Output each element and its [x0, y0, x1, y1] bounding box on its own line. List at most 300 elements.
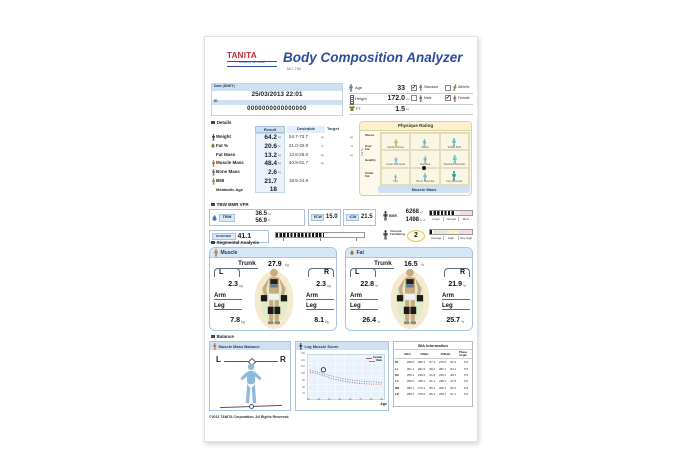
row-label: Metabolic Age: [216, 186, 243, 192]
standard-checkmark: ✓: [411, 84, 417, 91]
section-bullet: [211, 121, 215, 125]
gauge-segment-more: [460, 211, 472, 215]
bia-row-label: RL: [395, 360, 399, 365]
details-row-musclemass: [211, 160, 353, 169]
hydration-section-header: [211, 202, 249, 207]
fat-trunk-unit: %: [421, 263, 425, 267]
tbw-kg-value: 36.5: [255, 210, 267, 217]
fat-right-arm-value: 21.9: [448, 281, 462, 288]
left-leg-label: Leg: [214, 303, 242, 310]
bia-val: 5.5: [464, 379, 468, 384]
segmental-section-label: Segmental Analysis: [216, 240, 259, 245]
left-label: L: [219, 269, 224, 276]
bia-val: -50.1: [449, 385, 456, 390]
row-desirable: 18.5-24.9: [289, 177, 309, 183]
segmental-section-header: [211, 240, 259, 245]
balance-body-figure: [236, 363, 266, 407]
muscle-right-arm-value: 2.3: [316, 281, 326, 288]
ecw-tbw-value: 41.1: [237, 232, 252, 240]
row-desirable-unit: kg: [321, 152, 325, 157]
ecw-label: ECW: [311, 214, 324, 221]
bia-val: -56.1: [428, 392, 435, 397]
age-label: Age: [355, 85, 363, 90]
ft-label: FT: [356, 106, 361, 111]
copyright-footer: ©2013 TANITA Corporation. All Rights Reserved.: [209, 415, 290, 419]
segmental-muscle-panel: [209, 247, 337, 331]
bia-header-row: [394, 350, 472, 359]
details-row-fatpct: [211, 142, 353, 151]
female-label: Female: [458, 95, 470, 100]
bia-val: -53.1: [449, 366, 456, 371]
fat-left-arm-unit: %: [375, 284, 379, 288]
x-tick: 40: [327, 398, 331, 401]
bia-val: 301.1: [407, 366, 414, 371]
physique-cell-label: Thin & Muscular: [415, 180, 435, 184]
date-id-box: [211, 83, 343, 116]
tanita-logo-tagline: Monitoring Your Health: [227, 61, 277, 67]
row-label: Fat %: [216, 143, 229, 149]
row-unit: kg: [278, 161, 282, 166]
bia-val: 5.5: [464, 366, 468, 371]
male-person-icon: [419, 95, 423, 103]
segmental-fat-panel: [345, 247, 473, 331]
female-checkmark: ✓: [445, 95, 451, 101]
bia-row-label: RB: [395, 385, 400, 390]
leg-score-icon: [299, 343, 303, 350]
row-target-unit: kg: [349, 152, 353, 157]
bia-val: 268.1: [439, 392, 446, 397]
x-tick: 60: [348, 398, 352, 401]
ecw-tbw-ticks: [275, 238, 365, 241]
fat-panel-title: Fat: [356, 249, 364, 256]
bia-rows: [394, 359, 472, 397]
bia-val: 249.2: [418, 372, 425, 377]
bmr-scale-more: More: [458, 217, 473, 221]
row-target-unit: %: [350, 143, 353, 148]
left-arm-label: Arm: [214, 293, 242, 300]
vfr-scale-veryhigh: Very High: [459, 236, 473, 240]
leg-balance-marker: [249, 404, 254, 409]
right-label: R: [323, 269, 329, 276]
details-section-header: [211, 120, 231, 125]
physique-cell: [440, 168, 469, 185]
ecw-tbw-label: ECW/TBW: [212, 233, 236, 240]
bmr-gauge: [429, 210, 473, 221]
vfr-gauge-labels: [429, 236, 473, 240]
bmr-scale-under: Under: [432, 217, 440, 221]
left-leg-label: Leg: [350, 303, 378, 310]
section-bullet: [211, 241, 215, 245]
bia-val: -51.1: [428, 379, 435, 384]
bia-row-label: LL: [395, 366, 399, 371]
bia-col-5khz: 5kHz: [404, 352, 411, 356]
physique-title: Physique Rating: [360, 122, 471, 131]
x-tick: 90: [380, 398, 383, 401]
balance-right-label: R: [280, 355, 286, 364]
physique-cell: [381, 133, 410, 150]
y-tick: 110: [300, 365, 305, 369]
tick-mark: [320, 238, 321, 241]
details-rows: [211, 134, 353, 195]
id-label: ID: [212, 100, 342, 106]
right-side-tab: [444, 268, 470, 277]
muscle-balance-icon: [213, 343, 217, 350]
fat-left-leg-value: 26.4: [362, 317, 376, 324]
bmr-gauge-labels: [429, 217, 473, 221]
bia-val: 286.1: [407, 385, 414, 390]
section-bullet: [211, 203, 215, 207]
tbw-units: [268, 213, 271, 222]
leg-score-header: [296, 342, 388, 350]
physique-grid: [380, 132, 470, 186]
icw-value: 21.5: [360, 214, 373, 221]
height-row: [349, 94, 473, 105]
row-desirable: 13.6-25.0: [289, 151, 309, 157]
physique-cell: [410, 150, 439, 167]
bia-val: 279.5: [439, 360, 446, 365]
leg-score-plot-area: [307, 354, 385, 400]
bia-val: 299.5: [407, 360, 414, 365]
bmr-scale-normal: Normal: [443, 217, 458, 221]
vfr-scale-high: High: [443, 236, 458, 240]
vfr-gauge: [429, 229, 473, 240]
male-checkbox: [411, 95, 417, 101]
standard-checkbox: [411, 85, 417, 91]
vfr-group: [383, 228, 473, 244]
age-row: [349, 83, 473, 94]
y-tick: 90: [302, 378, 305, 382]
ft-unit: kg: [406, 107, 410, 111]
y-tick: 70: [302, 392, 305, 396]
athletic-label: Athletic: [458, 85, 470, 89]
row-label: Bone Mass: [216, 169, 240, 175]
clothes-shirt-icon: [349, 106, 355, 111]
bia-val: 5.5: [464, 392, 468, 397]
y-tick: 100: [300, 372, 305, 376]
left-side-tab: [214, 268, 240, 277]
col-desirable: Desirable: [287, 126, 325, 133]
trunk-label: Trunk: [238, 260, 256, 267]
icw-box: [343, 209, 376, 226]
physique-result-dot: [422, 166, 426, 170]
segmental-body-figure: [253, 265, 295, 331]
bia-row-label: LA: [395, 379, 399, 384]
section-bullet: [211, 335, 215, 339]
balance-left-label: L: [216, 355, 221, 364]
tanita-logo-text: TANITA: [227, 51, 257, 60]
row-desirable: 21.0-32.9: [289, 143, 309, 149]
col-target: Target: [327, 126, 339, 131]
bia-val: 5.5: [464, 385, 468, 390]
fat-right-arm-unit: %: [463, 284, 467, 288]
bia-val: -57.1: [428, 360, 435, 365]
row-unit: kg: [278, 169, 282, 174]
vfr-scale-average: Average: [430, 236, 442, 240]
physique-rating-panel: [359, 121, 472, 196]
details-section-label: Details: [216, 120, 232, 125]
bia-val: -58.2: [428, 366, 435, 371]
bmr-gauge-track: [429, 210, 473, 216]
row-label: Weight: [216, 134, 231, 140]
athletic-checkbox: [445, 85, 451, 91]
bia-col-50khz: 50kHz: [420, 352, 429, 356]
fat-right-leg-unit: %: [461, 320, 465, 324]
tbw-values: [241, 211, 267, 224]
physique-cell-label: Standard Muscular: [443, 162, 466, 166]
fat-icon: [350, 250, 354, 256]
female-person-icon: [453, 95, 457, 103]
vfr-gauge-track: [429, 229, 473, 235]
trunk-label: Trunk: [374, 260, 392, 267]
bia-val: 239.1: [439, 372, 446, 377]
physique-cell: [440, 133, 469, 150]
details-row-fatmass: [211, 151, 353, 160]
row-unit: %: [278, 143, 281, 148]
bia-val: 259.1: [407, 372, 414, 377]
height-value: 172.0: [387, 95, 405, 102]
row-result: 13.2: [264, 151, 277, 159]
bia-val: 248.1: [418, 379, 425, 384]
physique-cell-label: Obese: [421, 145, 429, 149]
bia-val: 5.5: [464, 372, 468, 377]
bia-col-phase: Phase Angle: [458, 350, 468, 357]
gauge-segment-veryhigh: [459, 230, 472, 234]
bia-val: 289.1: [418, 360, 425, 365]
bia-row-label: LB: [395, 392, 399, 397]
row-unit: kg: [278, 152, 282, 157]
bia-val: -51.8: [428, 372, 435, 377]
physique-y-axis-label: Fat %: [360, 148, 364, 156]
muscle-left-arm-value: 2.3: [228, 281, 238, 288]
tanita-logo: [227, 52, 277, 67]
muscle-trunk-value: 27.9: [268, 260, 282, 268]
muscle-balance-header: [210, 342, 290, 350]
male-label: Male: [424, 95, 432, 100]
muscle-icon: [214, 249, 218, 257]
bmr-kcal-unit: kcal: [420, 218, 426, 222]
bia-val: 291.5: [418, 366, 425, 371]
muscle-balance-title: Muscle Mass Balance: [218, 343, 260, 349]
row-label: BMI: [216, 177, 225, 183]
vfr-label: Visceral Fat Rating: [390, 229, 405, 237]
visceral-person-icon: [383, 230, 388, 240]
physique-cell-label: Under Exercised: [386, 162, 406, 166]
fat-panel-body: [346, 257, 473, 331]
bmr-group: [383, 209, 473, 226]
physique-cell-label: Very Muscular: [446, 180, 463, 184]
leg-score-result-marker: [321, 368, 325, 372]
height-ruler-icon: [350, 95, 355, 105]
physique-cell: [440, 150, 469, 167]
physique-cell: [381, 168, 410, 185]
row-desirable-unit: kg: [321, 135, 325, 140]
height-label: Height: [355, 95, 367, 101]
bia-val: 288.1: [407, 392, 414, 397]
details-table: [211, 126, 353, 193]
x-tick: 20: [307, 398, 310, 401]
x-tick: 50: [338, 398, 342, 401]
tick-mark: [356, 238, 357, 241]
standard-label: Standard: [424, 85, 439, 89]
tbw-box: [209, 209, 305, 226]
gauge-segment-high: [447, 230, 460, 234]
row-result: 2.6: [267, 169, 277, 177]
ft-row: [349, 104, 473, 115]
physique-ylabel-underfat: Under Fat: [365, 171, 374, 179]
leg-score-body: [296, 350, 390, 411]
leg-score-x-label: Age: [380, 402, 387, 406]
balance-section-header: [211, 334, 234, 339]
bia-title: BIA Information: [394, 342, 472, 350]
physique-cell: [410, 133, 439, 150]
right-leg-label: Leg: [442, 303, 470, 310]
physique-x-label: Muscle Mass: [378, 186, 470, 193]
ecw-box: [308, 209, 341, 226]
row-desirable: 40.8-51.7: [289, 160, 309, 166]
bmr-person-icon: [383, 211, 388, 221]
row-desirable-unit: %: [321, 143, 324, 148]
physique-ylabel-healthy: Healthy: [365, 158, 376, 162]
bmr-kcal-value: 1498: [405, 217, 419, 223]
muscle-right-leg-value: 8.1: [314, 317, 324, 324]
bmr-kj-unit: kJ: [420, 210, 423, 214]
icw-label: ICW: [346, 214, 359, 221]
physique-cell-label: Standard: [419, 162, 431, 166]
muscle-balance-panel: [209, 341, 291, 411]
legend-female-label: Female: [373, 356, 382, 359]
legend-male-label: Male: [376, 358, 382, 362]
gauge-value-blocks: [430, 211, 455, 215]
physique-ylabel-overfat: Over Fat: [365, 144, 372, 152]
right-arm-label: Arm: [442, 293, 470, 300]
bia-val: 238.2: [439, 379, 446, 384]
bia-val: -48.1: [449, 372, 456, 377]
row-desirable: 54.7-73.7: [289, 134, 309, 140]
id-value: 0000000000000000: [247, 106, 307, 113]
bia-row-label: RA: [395, 372, 400, 377]
tbw-label: TBW: [219, 214, 235, 222]
female-checkbox: [445, 95, 451, 101]
bia-row: [394, 391, 472, 397]
ft-value: 1.5: [395, 105, 405, 113]
leg-score-legend: [366, 357, 382, 362]
date-value: 25/03/2013 22:01: [251, 91, 303, 99]
row-result: 48.4: [264, 160, 277, 168]
row-result: 21.7: [264, 177, 277, 185]
bia-val: 266.1: [439, 385, 446, 390]
left-arm-label: Arm: [350, 293, 378, 300]
col-result: Result: [255, 126, 285, 133]
y-tick: 120: [300, 358, 305, 362]
bia-val: 258.2: [407, 379, 414, 384]
physique-cell-label: Thin: [393, 180, 399, 184]
details-row-bonemass: [211, 168, 353, 177]
details-row-bmi: [211, 177, 353, 186]
age-value: 33: [397, 84, 405, 92]
bia-val: -55.1: [428, 385, 435, 390]
ecw-value: 15.0: [325, 214, 338, 221]
row-result: 20.6: [264, 142, 277, 150]
right-label: R: [459, 269, 465, 276]
physique-cell: [381, 150, 410, 167]
y-tick: 80: [302, 385, 305, 389]
vfr-value-ellipse: 2: [407, 230, 425, 242]
muscle-right-arm-unit: kg: [327, 284, 331, 288]
fat-trunk-value: 16.5: [404, 260, 418, 268]
standard-person-icon: [419, 84, 423, 92]
muscle-panel-title: Muscle: [220, 249, 238, 256]
fat-left-leg-unit: %: [377, 320, 381, 324]
date-label: Date (D/M/Y): [212, 84, 342, 91]
row-result: 64.2: [264, 134, 277, 142]
row-unit: kg: [278, 135, 282, 140]
muscle-left-arm-unit: kg: [239, 284, 243, 288]
model-number: MC-780: [287, 66, 302, 71]
muscle-left-leg-value: 7.8: [230, 317, 240, 324]
row-result: 18: [269, 186, 277, 194]
x-ticks: [307, 399, 383, 402]
balance-section-label: Balance: [216, 334, 234, 339]
bia-val: -52.1: [449, 360, 456, 365]
legend-female-swatch: [366, 358, 372, 359]
muscle-left-leg-unit: kg: [241, 320, 245, 324]
details-row-weight: [211, 134, 353, 143]
legend-male: [366, 360, 382, 363]
gauge-value-blocks: [276, 233, 324, 237]
bia-val: 281.1: [439, 366, 446, 371]
age-person-icon: [349, 84, 353, 92]
male-curve: [310, 370, 382, 382]
x-tick: 30: [317, 398, 321, 401]
row-label: Fat Mass: [216, 151, 236, 157]
bia-col-250khz: 250kHz: [440, 352, 451, 356]
row-desirable-unit: kg: [321, 161, 325, 166]
left-side-tab: [350, 268, 376, 277]
athletic-person-icon: [452, 84, 457, 92]
x-tick: 70: [359, 398, 363, 401]
bia-info-panel: [393, 341, 473, 407]
muscle-panel-body: [210, 257, 337, 331]
bmr-label: BMR: [389, 214, 397, 218]
physique-ylabel-obese: Obese: [365, 133, 375, 137]
report-sheet: [204, 36, 478, 442]
physique-cell: [410, 168, 439, 185]
right-side-tab: [308, 268, 334, 277]
tbw-pct-value: 56.9: [255, 217, 267, 224]
x-tick: 80: [369, 398, 373, 401]
right-leg-label: Leg: [306, 303, 334, 310]
details-row-metabolic-age: [211, 186, 353, 195]
muscle-right-leg-unit: kg: [325, 320, 329, 324]
hydration-section-label: TBW BMR VFR: [216, 202, 249, 207]
physique-cell-label: Solidly Built: [447, 145, 462, 149]
page-title: Body Composition Analyzer: [283, 50, 463, 65]
row-label: Muscle Mass: [216, 160, 244, 166]
physique-cell-label: Hidden Obese: [387, 145, 404, 149]
y-tick: 130: [300, 352, 305, 355]
segmental-body-figure: [389, 265, 431, 331]
ecw-tbw-gauge: [275, 232, 365, 241]
bia-val: 276.1: [418, 385, 425, 390]
left-label: L: [355, 269, 360, 276]
bmr-kj-value: 6268: [405, 209, 419, 215]
bia-val: 278.2: [418, 392, 425, 397]
fat-right-leg-value: 25.7: [446, 317, 460, 324]
female-curve: [310, 372, 382, 384]
row-target-unit: kg: [349, 135, 353, 140]
muscle-trunk-unit: kg: [285, 263, 289, 267]
leg-score-panel: [295, 341, 389, 411]
